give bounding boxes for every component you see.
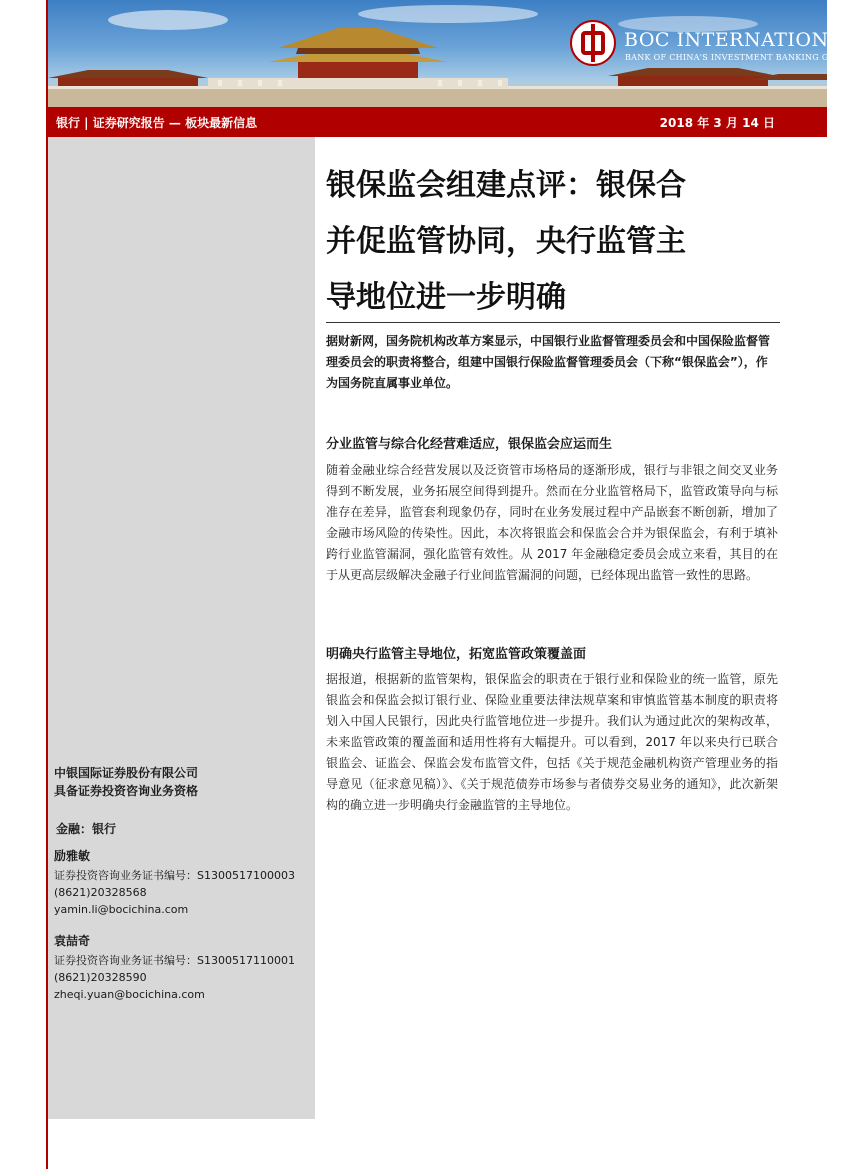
analyst-email[interactable]: zheqi.yuan@bocichina.com — [54, 988, 205, 1001]
section-heading: 明确央行监管主导地位，拓宽监管政策覆盖面 — [326, 647, 587, 662]
title-line-3: 导地位进一步明确 — [326, 280, 566, 315]
report-header-bar — [48, 107, 827, 137]
report-title — [326, 158, 796, 326]
analyst-phone: (8621)20328590 — [54, 971, 147, 984]
firm-qualification: 具备证券投资咨询业务资格 — [54, 784, 199, 798]
section-body: 据报道，根据新的监管架构，银保监会的职责在于银行业和保险业的统一监管，原先银监会和保监会拟订银行业、保险业重要法律法规草案和审慎监管基本制度的职责将划入中国人民银行，因此央行监管地位进一步提升。我们认为通过此次的架构改革，未来监管政策的覆盖面和适用性将有大幅提升。可以看到，2017 年以来央行已联合银监会、证监会、保监会发布监管文件，包括《关于规范金融机构资产管理业务的指导意见（征求意见稿）》、《关于规范债券市场参与者债券交易业务的通知》，此次新架构的确立进一步明确央行金融监管的主导地位。 — [326, 672, 778, 812]
title-line-1: 银保监会组建点评：银保合 — [326, 168, 686, 203]
sector-label: 金融：银行 — [56, 822, 117, 836]
section-body: 随着金融业综合经营发展以及泛资管市场格局的逐渐形成，银行与非银之间交叉业务得到不断发展，业务拓展空间得到提升。然而在分业监管格局下，监管政策导向与标准存在差异，监管套利现象仍存，同时在业务发展过程中产品嵌套不断创新，增加了金融市场风险的传染性。因此，本次将银监会和保监会合并为银保监会，有利于填补跨行业监管漏洞，强化监管有效性。从 2017 年金融稳定委员会成立来看，其目的在于从更高层级解决金融子行业间监管漏洞的问题，已经体现出监管一致性的思路。 — [326, 463, 778, 582]
title-line-2: 并促监管协同，央行监管主 — [326, 224, 686, 259]
boci-logo — [570, 20, 856, 70]
analyst-card — [54, 933, 295, 1003]
brand-name: BOC INTERNATIONAL — [624, 29, 856, 51]
brand-tagline: BANK OF CHINA'S INVESTMENT BANKING GROUP — [625, 53, 855, 62]
analyst-name: 励雅敏 — [54, 849, 91, 863]
section-heading: 分业监管与综合化经营难适应，银保监会应运而生 — [326, 437, 613, 452]
report-date: 2018 年 3 月 14 日 — [659, 116, 775, 130]
analyst-cert: 证券投资咨询业务证书编号：S1300517100003 — [54, 869, 295, 882]
analyst-card — [54, 848, 295, 918]
header-banner — [48, 0, 856, 107]
analyst-phone: (8621)20328568 — [54, 886, 147, 899]
analyst-cert: 证券投资咨询业务证书编号：S1300517110001 — [54, 954, 295, 967]
sidebar — [48, 137, 315, 1119]
report-category: 银行 | 证券研究报告 — 板块最新信息 — [56, 116, 258, 130]
analyst-email[interactable]: yamin.li@bocichina.com — [54, 903, 189, 916]
firm-name: 中银国际证券股份有限公司 — [54, 766, 199, 780]
boc-logo-icon — [570, 20, 616, 66]
analyst-name: 袁喆奇 — [54, 934, 91, 948]
firm-info — [54, 764, 198, 800]
title-divider — [326, 322, 780, 323]
report-summary: 据财新网，国务院机构改革方案显示，中国银行业监督管理委员会和中国保险监督管理委员会的职责将整合，组建中国银行保险监督管理委员会（下称“银保监会”），作为国务院直属事业单位。 — [326, 334, 771, 390]
